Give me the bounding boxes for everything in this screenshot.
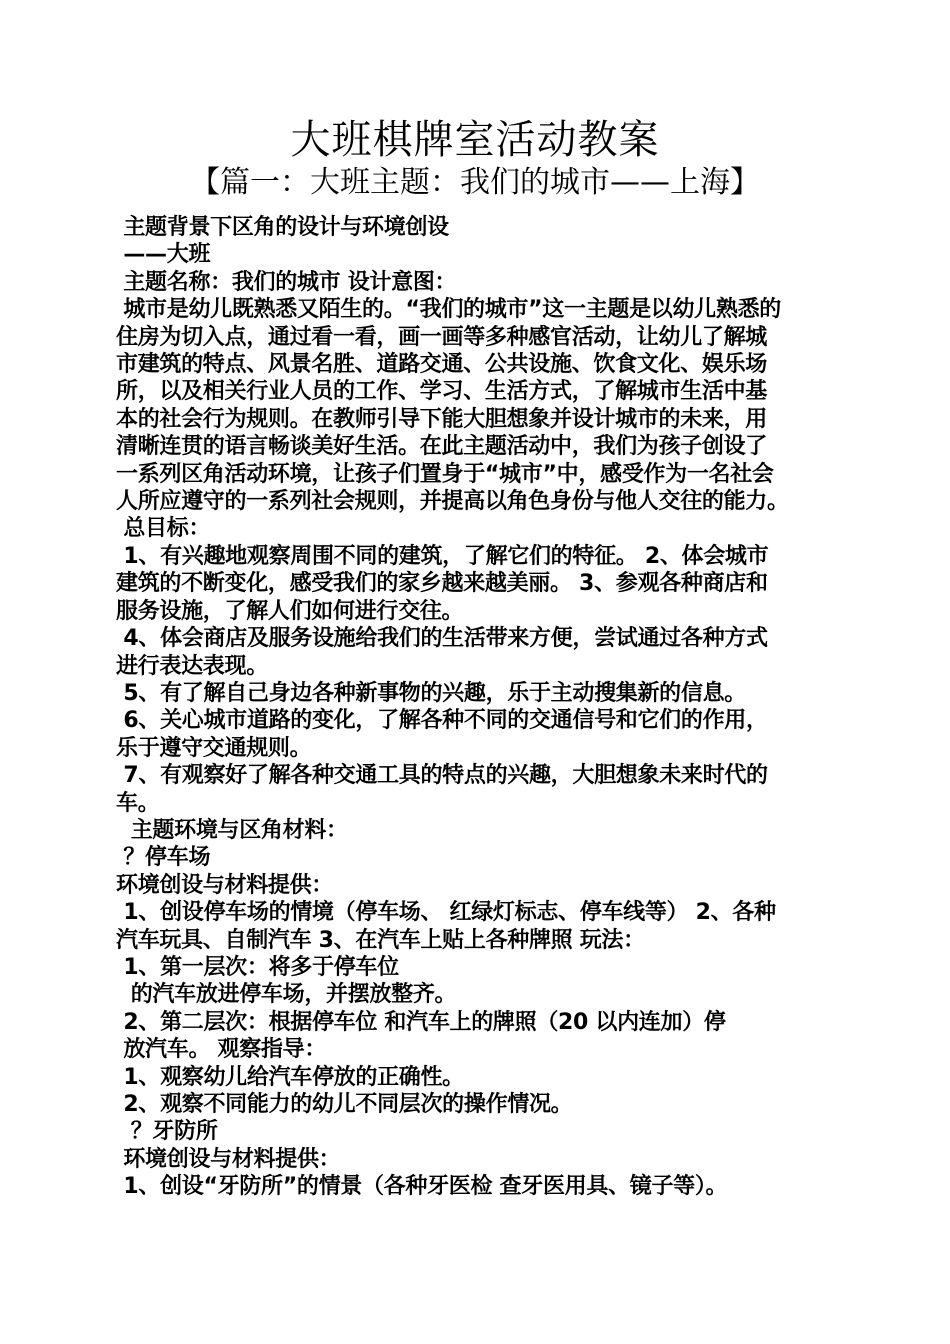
body-text-line: 清晰连贯的语言畅谈美好生活。在此主题活动中，我们为孩子创设了 [116, 434, 768, 460]
body-text-line: 乐于遵守交通规则。 [116, 735, 312, 761]
body-text-line: 人所应遵守的一系列社会规则，并提高以角色身份与他人交往的能力。 [116, 489, 789, 515]
body-text-line: 服务设施，了解人们如何进行交往。 [116, 598, 464, 624]
body-text-line: 1、有兴趣地观察周围不同的建筑，了解它们的特征。 2、体会城市 [116, 543, 769, 569]
body-text-line: 6、关心城市道路的变化，了解各种不同的交通信号和它们的作用， [116, 708, 768, 734]
body-text-line: 5、有了解自己身边各种新事物的兴趣，乐于主动搜集新的信息。 [116, 680, 746, 706]
body-text-line: ？停车场 [116, 845, 211, 871]
body-text-line: 进行表达表现。 [116, 653, 268, 679]
body-text-line: 主题环境与区角材料： [116, 817, 348, 843]
document-body [116, 214, 836, 1201]
body-text-line: 1、创设“牙防所”的情景（各种牙医检 查牙医用具、镜子等）。 [116, 1174, 728, 1200]
body-text-line: 放汽车。 观察指导： [116, 1037, 327, 1063]
body-text-line: 主题背景下区角的设计与环境创设 [116, 215, 449, 240]
document-subtitle: 【篇一：大班主题：我们的城市——上海】 [190, 165, 760, 200]
body-text-line: 主题名称：我们的城市 设计意图： [116, 269, 457, 295]
body-text-line: 1、创设停车场的情境（停车场、 红绿灯标志、停车线等） 2、各种 [116, 900, 776, 926]
body-text-line: 1、观察幼儿给汽车停放的正确性。 [116, 1064, 464, 1090]
body-text-line: 7、有观察好了解各种交通工具的特点的兴趣，大胆想象未来时代的 [116, 763, 768, 789]
body-text-line: 总目标： [116, 516, 211, 542]
body-text-line: 2、第二层次：根据停车位 和汽车上的牌照（20 以内连加）停 [116, 1009, 726, 1035]
body-text-line: ？牙防所 [116, 1119, 218, 1145]
body-text-line: ——大班 [116, 242, 211, 268]
body-text-line: 1、第一层次：将多于停车位 [116, 954, 399, 980]
body-text-line: 本的社会行为规则。在教师引导下能大胆想象并设计城市的未来，用 [116, 406, 768, 432]
body-text-line: 环境创设与材料提供： [116, 1146, 341, 1172]
body-text-line: 市建筑的特点、风景名胜、道路交通、公共设施、饮食文化、娱乐场 [116, 352, 768, 378]
body-text-line: 4、体会商店及服务设施给我们的生活带来方便，尝试通过各种方式 [116, 626, 768, 652]
body-text-line: 住房为切入点，通过看一看，画一画等多种感官活动，让幼儿了解城 [116, 324, 768, 350]
body-text-line: 建筑的不断变化，感受我们的家乡越来越美丽。 3、参观各种商店和 [116, 571, 768, 597]
body-text-line: 车。 [116, 790, 160, 816]
document-title: 大班棋牌室活动教案 [290, 117, 660, 163]
body-text-line: 环境创设与材料提供： [116, 872, 334, 898]
body-text-line: 城市是幼儿既熟悉又陌生的。“我们的城市”这一主题是以幼儿熟悉的 [116, 297, 781, 323]
body-text-line: 汽车玩具、自制汽车 3、在汽车上贴上各种牌照 玩法： [116, 927, 645, 953]
body-text-line: 所，以及相关行业人员的工作、学习、生活方式，了解城市生活中基 [116, 379, 768, 405]
body-text-line: 2、观察不同能力的幼儿不同层次的操作情况。 [116, 1092, 573, 1117]
body-text-line: 的汽车放进停车场，并摆放整齐。 [116, 982, 457, 1008]
body-text-line: 一系列区角活动环境，让孩子们置身于“城市”中，感受作为一名社会 [116, 461, 774, 487]
